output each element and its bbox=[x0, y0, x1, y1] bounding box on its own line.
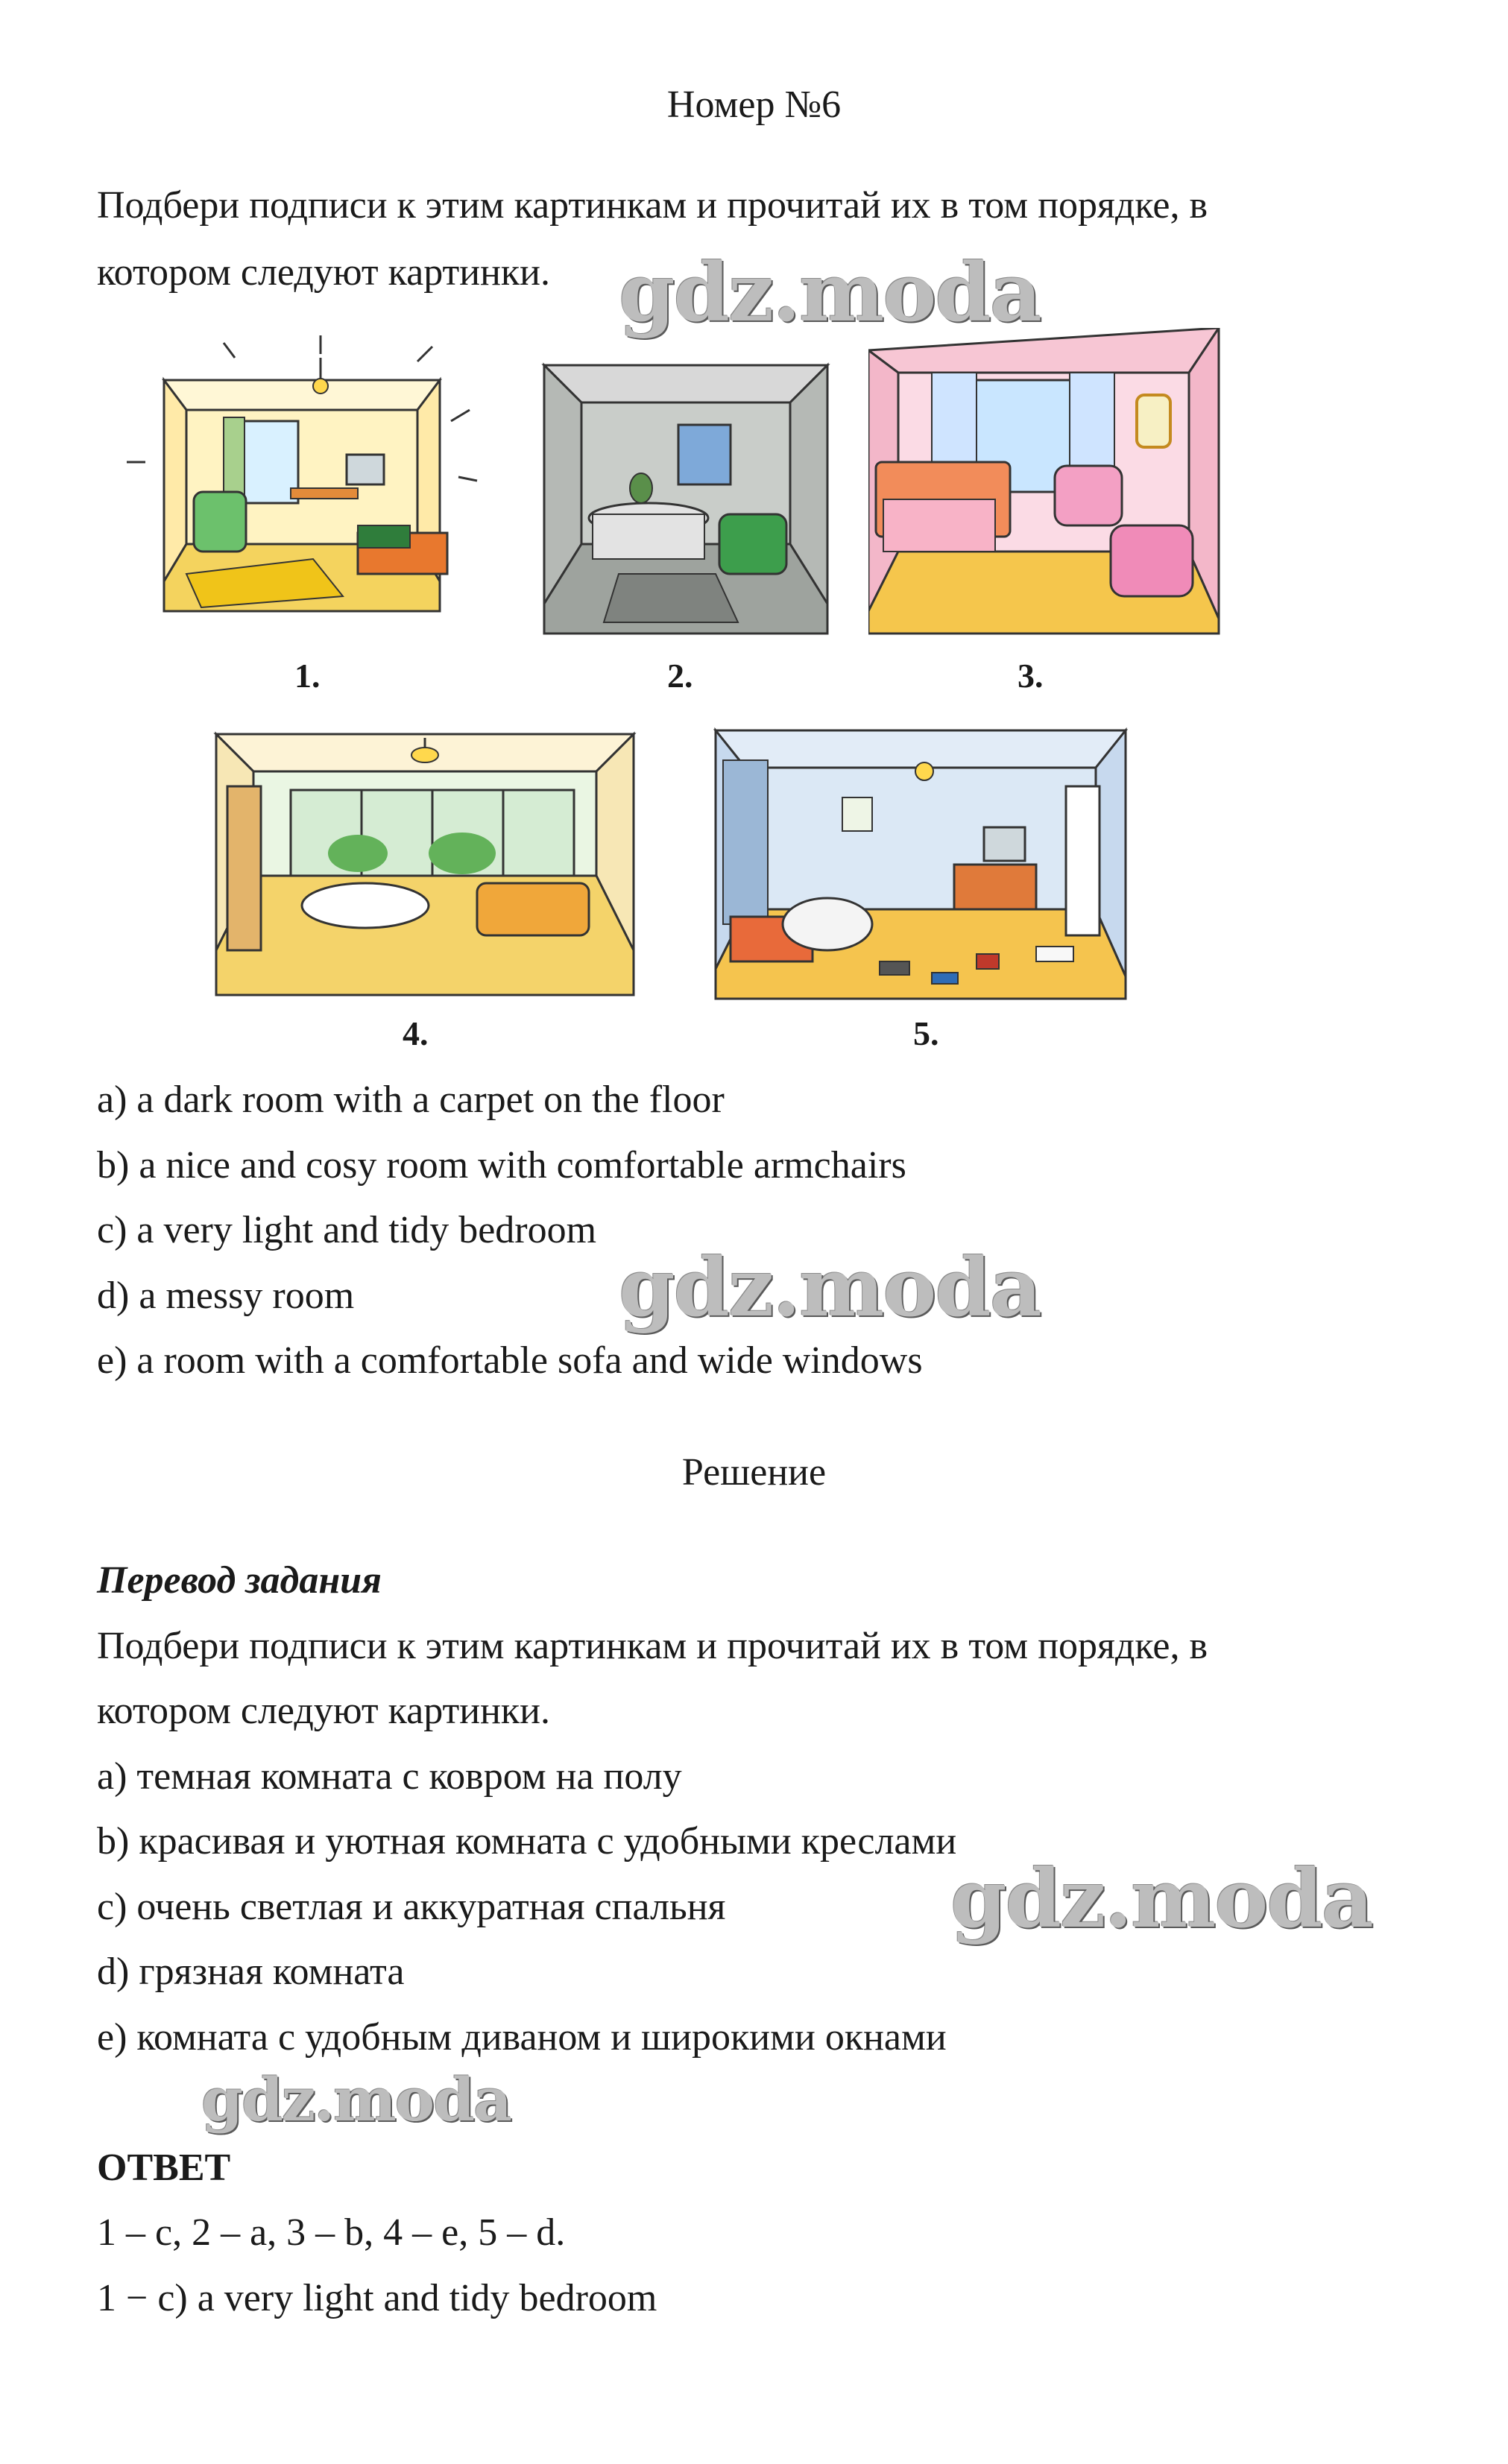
room-picture-2 bbox=[537, 358, 835, 641]
watermark: gdz.moda bbox=[619, 246, 1041, 340]
picture-number: 2. bbox=[667, 657, 693, 695]
caption-e: e) a room with a comfortable sofa and wide windows bbox=[97, 1339, 923, 1382]
room-picture-4 bbox=[209, 727, 641, 1002]
caption-b: b) a nice and cosy room with comfortable armchairs bbox=[97, 1144, 906, 1187]
instruction-line-2: котором следуют картинки. bbox=[97, 251, 551, 294]
translated-caption-a: a) темная комната с ковром на полу bbox=[97, 1755, 682, 1798]
picture-number: 5. bbox=[913, 1014, 939, 1052]
picture-number: 1. bbox=[294, 657, 321, 695]
answer-line-2: 1 − c) a very light and tidy bedroom bbox=[97, 2277, 657, 2319]
answer-line-1: 1 – c, 2 – a, 3 – b, 4 – e, 5 – d. bbox=[97, 2211, 566, 2254]
caption-c: c) a very light and tidy bedroom bbox=[97, 1209, 597, 1251]
translated-caption-b: b) красивая и уютная комната с удобными креслами bbox=[97, 1820, 957, 1863]
picture-number: 4. bbox=[403, 1014, 429, 1052]
page-title: Номер №6 bbox=[666, 83, 842, 126]
room-picture-3 bbox=[868, 328, 1226, 641]
watermark: gdz.moda bbox=[950, 1852, 1372, 1946]
room-picture-5 bbox=[708, 715, 1141, 1006]
solution-heading: Решение bbox=[681, 1451, 827, 1494]
room-picture-1 bbox=[119, 328, 492, 641]
picture-number: 3. bbox=[1018, 657, 1044, 695]
instruction-line-1: Подбери подписи к этим картинкам и прочитай их в том порядке, в bbox=[97, 184, 1208, 227]
answer-heading: ОТВЕТ bbox=[97, 2146, 231, 2189]
watermark: gdz.moda bbox=[201, 2065, 511, 2135]
translation-line-2: котором следуют картинки. bbox=[97, 1690, 551, 1732]
translation-line-1: Подбери подписи к этим картинкам и прочитай их в том порядке, в bbox=[97, 1625, 1208, 1667]
translation-heading: Перевод задания bbox=[97, 1559, 382, 1602]
caption-a: a) a dark room with a carpet on the floor bbox=[97, 1078, 725, 1121]
translated-caption-d: d) грязная комната bbox=[97, 1950, 405, 1993]
watermark: gdz.moda bbox=[619, 1241, 1041, 1335]
caption-d: d) a messy room bbox=[97, 1274, 355, 1317]
translated-caption-e: e) комната с удобным диваном и широкими окнами bbox=[97, 2016, 947, 2059]
translated-caption-c: c) очень светлая и аккуратная спальня bbox=[97, 1886, 726, 1928]
